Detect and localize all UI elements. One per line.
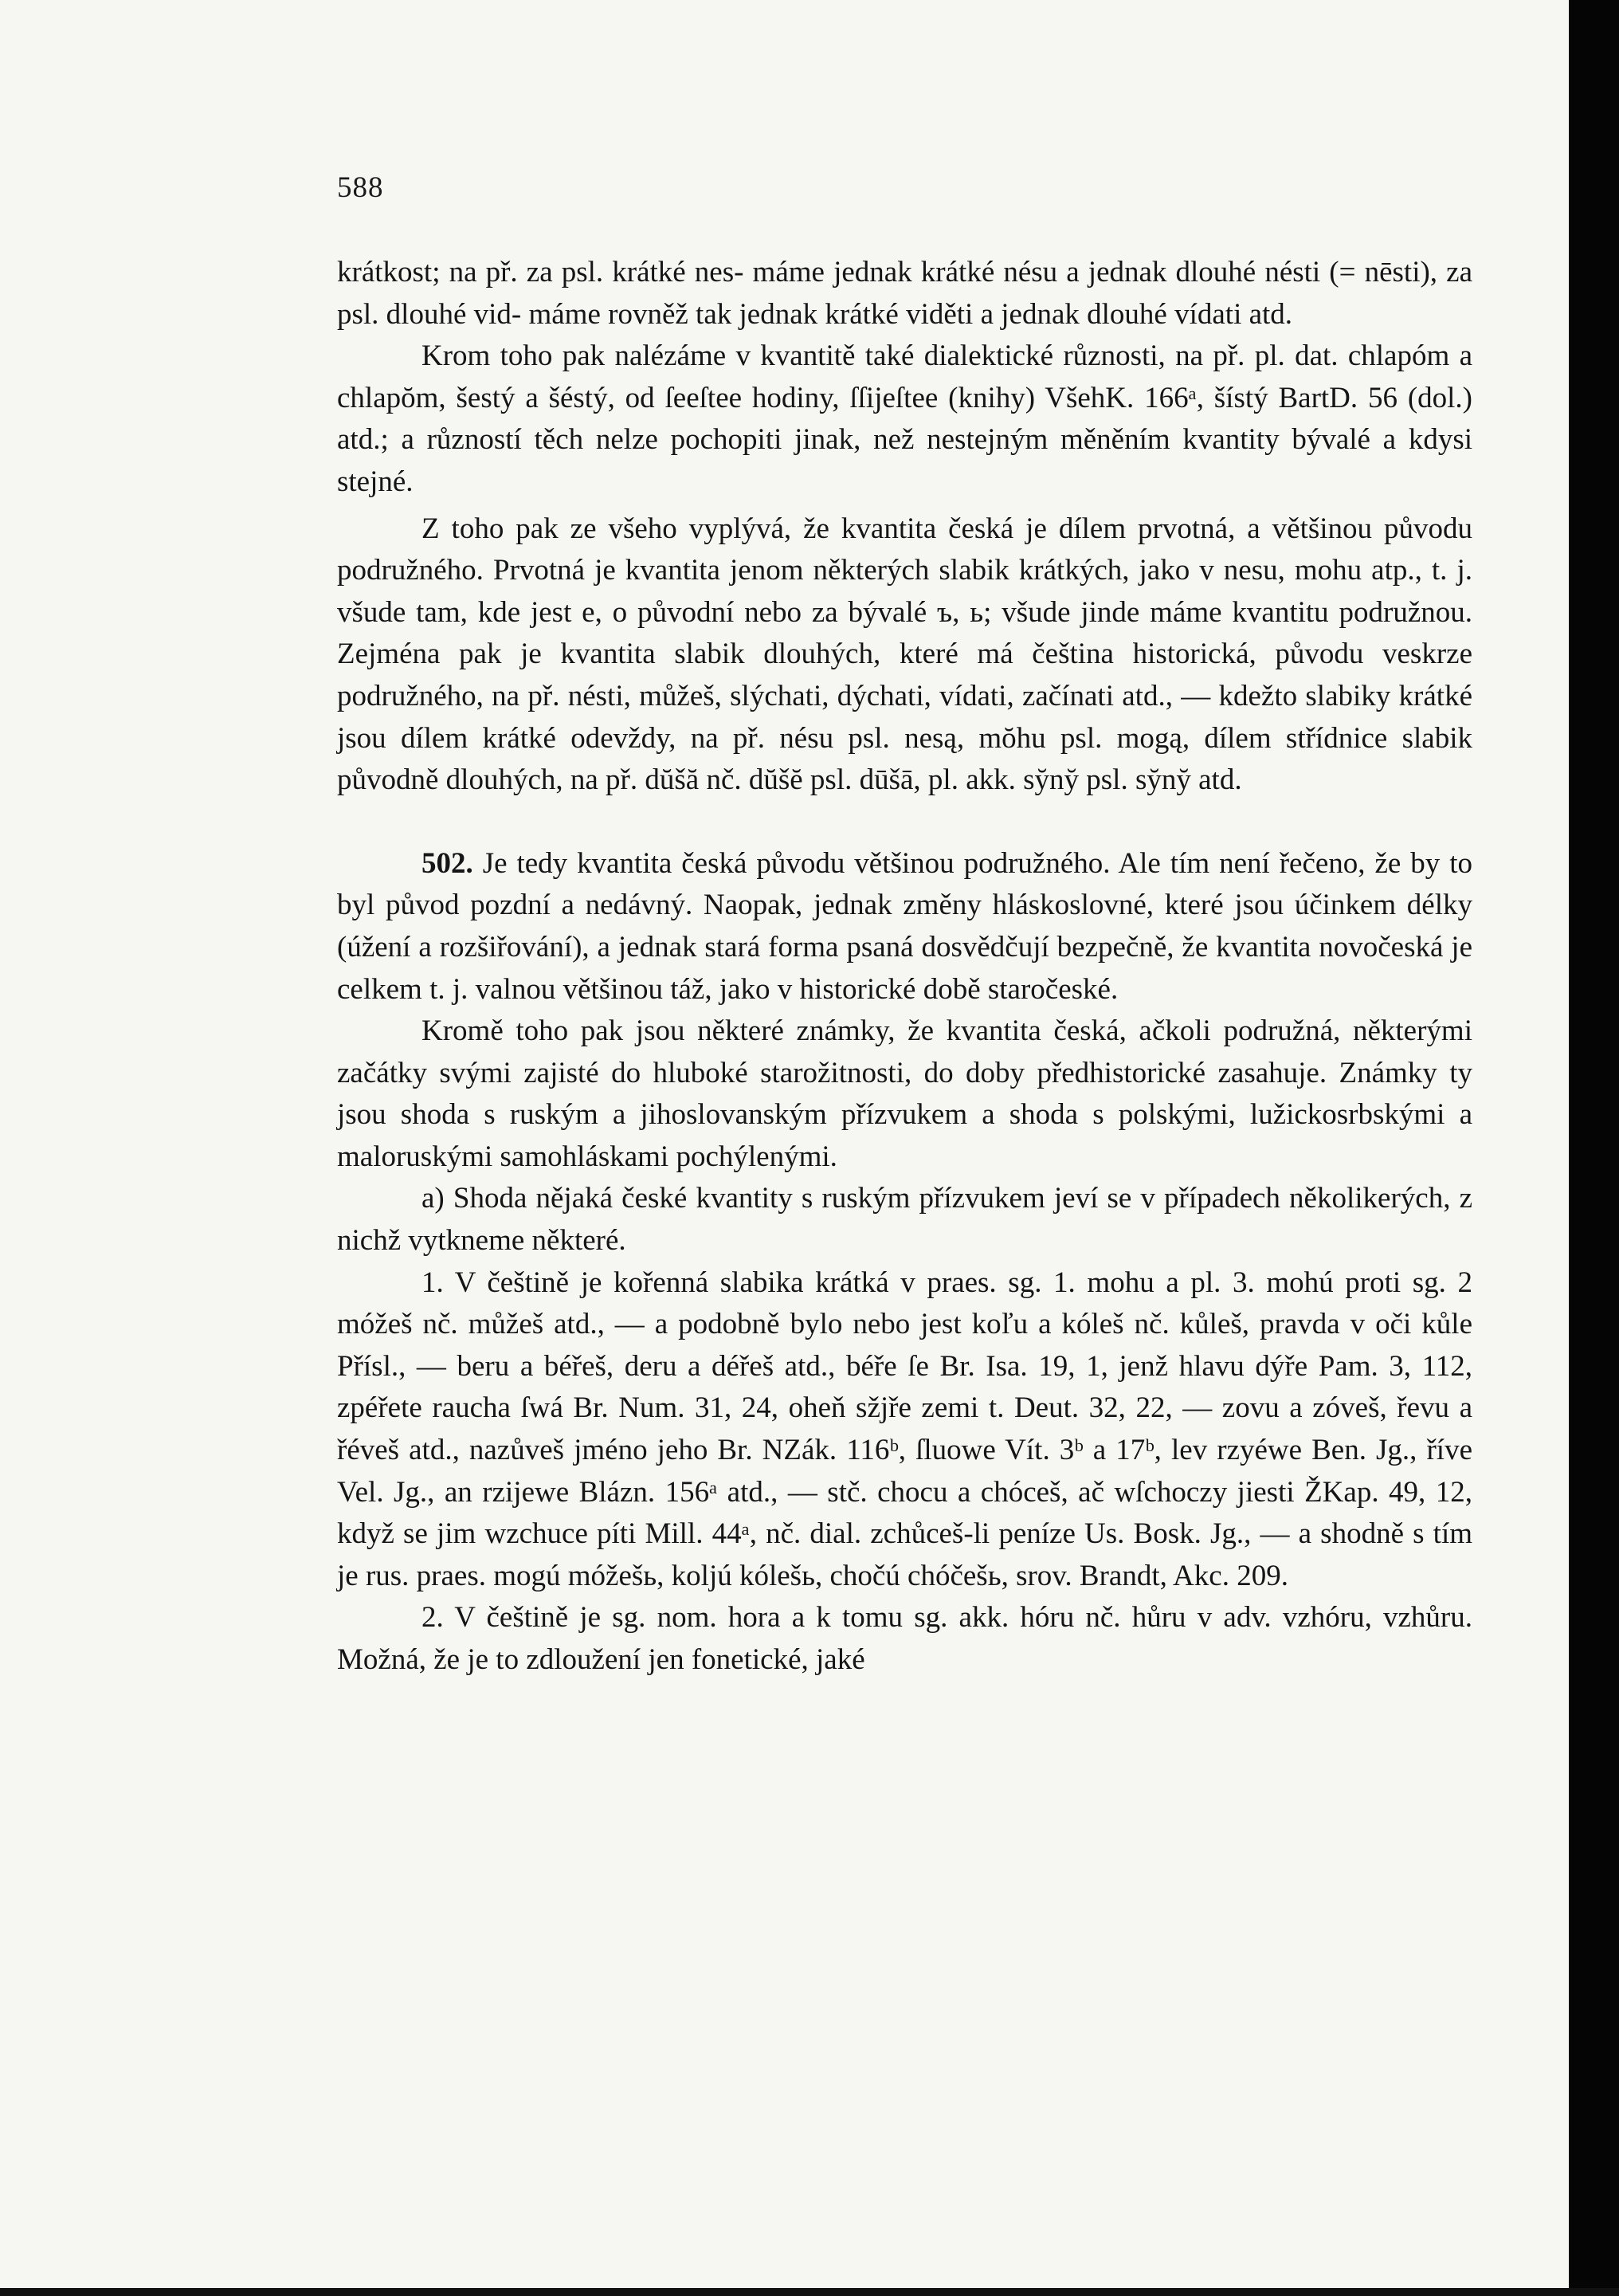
section-number: 502. [421, 846, 473, 880]
section-paragraph [337, 843, 1472, 1011]
body-text [337, 252, 1472, 1682]
paragraph: krátkost; na př. za psl. krátké nes- máme jednak krátké nésu a jednak dlouhé nésti (= nēsti), za psl. dlouhé vid- máme rovněž tak jednak krátké viděti a jednak dlouhé vídati atd. [337, 256, 1472, 331]
paragraph: Z toho pak ze všeho vyplývá, že kvantita česká je dílem prvotná, a většinou původu podružného. Prvotná je kvantita jenom některých slabik krátkých, jako v nesu, mohu atp., t. j. všude tam, kde jest e, o původní nebo za bývalé ъ, ь; všude jinde máme kvantitu podružnou. Zejména pak je kvantita slabik dlouhých, které má čeština historická, původu veskrze podružného, na př. nésti, můžeš, slýchati, dýchati, vídati, začínati atd., — kdežto slabiky krátké jsou dílem krátké odevždy, na př. nésu psl. nesą, mŏhu psl. mogą, dílem střídnice slabik původně dlouhých, na př. dŭšă nč. dŭšĕ psl. dūšā, pl. akk. sy̆ny̆ psl. sy̆ny̆ atd. [337, 512, 1472, 797]
section-text: Je tedy kvantita česká původu většinou podružného. Ale tím není řečeno, že by to byl původ pozdní a nedávný. Naopak, jednak změny hláskoslovné, které jsou účinkem délky (úžení a rozšiřování), a jednak stará forma psaná dosvědčují bezpečně, že kvantita novočeská je celkem t. j. valnou většinou táž, jako v historické době staročeské. [337, 846, 1473, 1006]
scan-black-edge [1569, 0, 1619, 2296]
paragraph: a) Shoda nějaká české kvantity s ruským přízvukem jeví se v případech několikerých, z nichž vytkneme některé. [337, 1182, 1472, 1258]
scan-bottom-edge [0, 2288, 1619, 2296]
paragraph: Kromě toho pak jsou některé známky, že kvantita česká, ačkoli podružná, některými začátky svými zajisté do hluboké starožitnosti, do doby předhistorické zasahuje. Známky ty jsou shoda s ruským a jihoslovanským přízvukem a shoda s polskými, lužickosrbskými a maloruskými samohláskami pochýlenými. [337, 1015, 1472, 1173]
page-number: 588 [337, 171, 384, 204]
paragraph: Krom toho pak nalézáme v kvantitě také dialektické různosti, na př. pl. dat. chlapóm a chlapŏm, šestý a šéstý, od ſeeſtee hodiny, ſſijeſtee (knihy) VšehK. 166ᵃ, šístý BartD. 56 (dol.) atd.; a růzností těch nelze pochopiti jinak, než nestejným měněním kvantity bývalé a kdysi stejné. [337, 339, 1472, 498]
paragraph: 2. V češtině je sg. nom. hora a k tomu sg. akk. hóru nč. hůru v adv. vzhóru, vzhůru. Možná, že je to zdloužení jen fonetické, jaké [337, 1601, 1472, 1676]
paragraph: 1. V češtině je kořenná slabika krátká v praes. sg. 1. mohu a pl. 3. mohú proti sg. 2 móžeš nč. můžeš atd., — a podobně bylo nebo jest koľu a kóleš nč. kůleš, pravda v oči kůle Přísl., — beru a béřeš, deru a déřeš atd., béře ſe Br. Isa. 19, 1, jenž hlavu dýře Pam. 3, 112, zpéřete raucha ſwá Br. Num. 31, 24, oheň sžjře zemi t. Deut. 32, 22, — zovu a zóveš, řevu a řéveš atd., nazůveš jméno jeho Br. NZák. 116ᵇ, ſluowe Vít. 3ᵇ a 17ᵇ, lev rzyéwe Ben. Jg., říve Vel. Jg., an rzijewe Blázn. 156ᵃ atd., — stč. chocu a chóceš, ač wſchoczy jiesti ŽKap. 49, 12, když se jim wzchuce píti Mill. 44ᵃ, nč. dial. zchůceš-li peníze Us. Bosk. Jg., — a shodně s tím je rus. praes. mogú móžešь, koljú kólešь, chočú chóčešь, srov. Brandt, Akc. 209. [337, 1266, 1472, 1592]
